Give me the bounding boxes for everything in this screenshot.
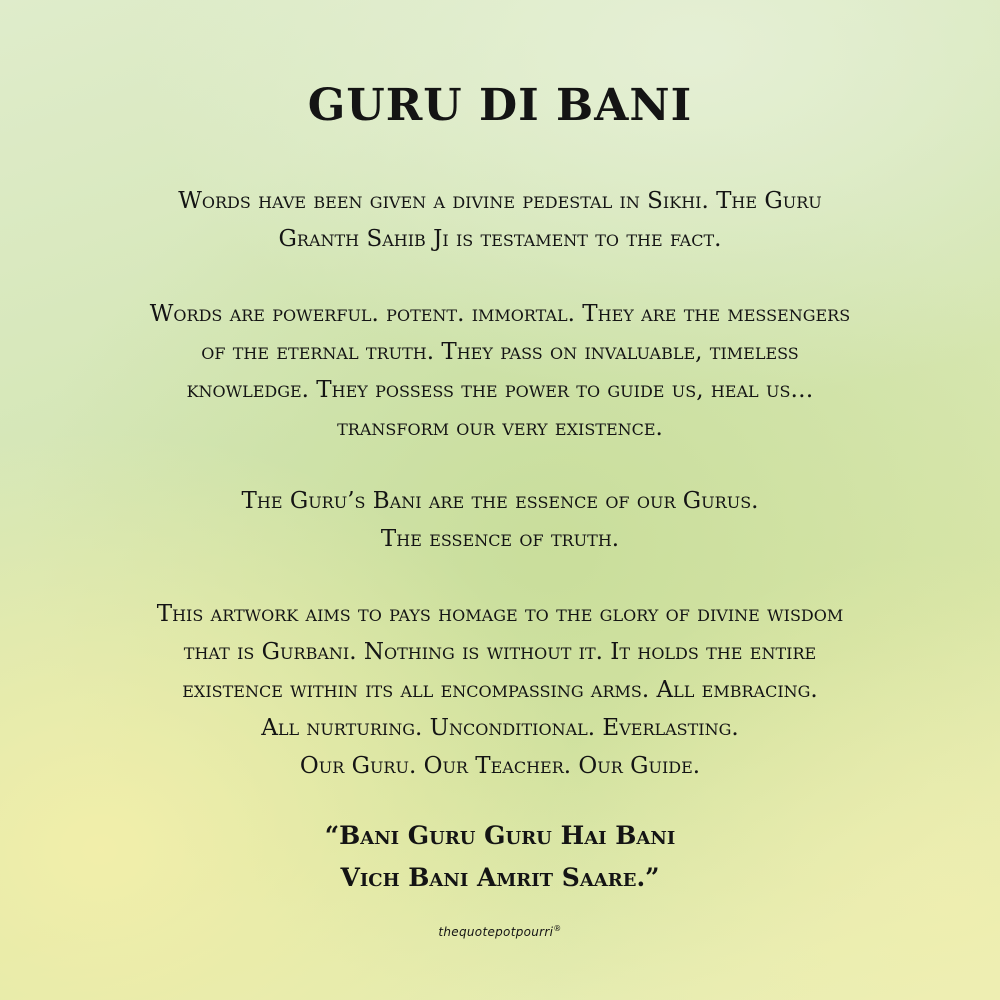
- paragraph-line: The Guru’s Bani are the essence of our Gurus.: [241, 488, 759, 514]
- paragraph-line: knowledge. They possess the power to guide us, heal us…: [186, 377, 814, 403]
- paragraph-words: [60, 295, 940, 447]
- paragraph-line: This artwork aims to pays homage to the glory of divine wisdom: [156, 601, 844, 627]
- paragraph-line: Words have been given a divine pedestal in Sikhi. The Guru: [178, 188, 822, 214]
- paragraph-line: transform our very existence.: [337, 415, 663, 441]
- paragraph-line: The essence of truth.: [380, 526, 620, 552]
- signature-text: thequotepotpourri: [438, 925, 554, 939]
- registered-mark: ®: [553, 924, 562, 933]
- paragraph-line: Granth Sahib Ji is testament to the fact.: [278, 226, 722, 252]
- paragraph-intro: [60, 182, 940, 258]
- paragraph-line: Words are powerful. potent. immortal. They are the messengers: [149, 301, 851, 327]
- quote-line: “Bani Guru Guru Hai Bani: [324, 821, 676, 850]
- paragraph-line: All nurturing. Unconditional. Everlasting.: [261, 715, 739, 741]
- quote-line: Vich Bani Amrit Saare.”: [340, 863, 660, 892]
- paragraph-line: Our Guru. Our Teacher. Our Guide.: [299, 753, 701, 779]
- paragraph-essence: [60, 482, 940, 558]
- paragraph-line: of the eternal truth. They pass on invaluable, timeless: [201, 339, 799, 365]
- closing-quote: [60, 815, 940, 899]
- paragraph-line: that is Gurbani. Nothing is without it. It holds the entire: [183, 639, 817, 665]
- paragraph-homage: [60, 595, 940, 785]
- page-title: GURU DI BANI: [307, 80, 693, 131]
- signature-logo: [0, 924, 1000, 939]
- paragraph-line: existence within its all encompassing arms. All embracing.: [182, 677, 818, 703]
